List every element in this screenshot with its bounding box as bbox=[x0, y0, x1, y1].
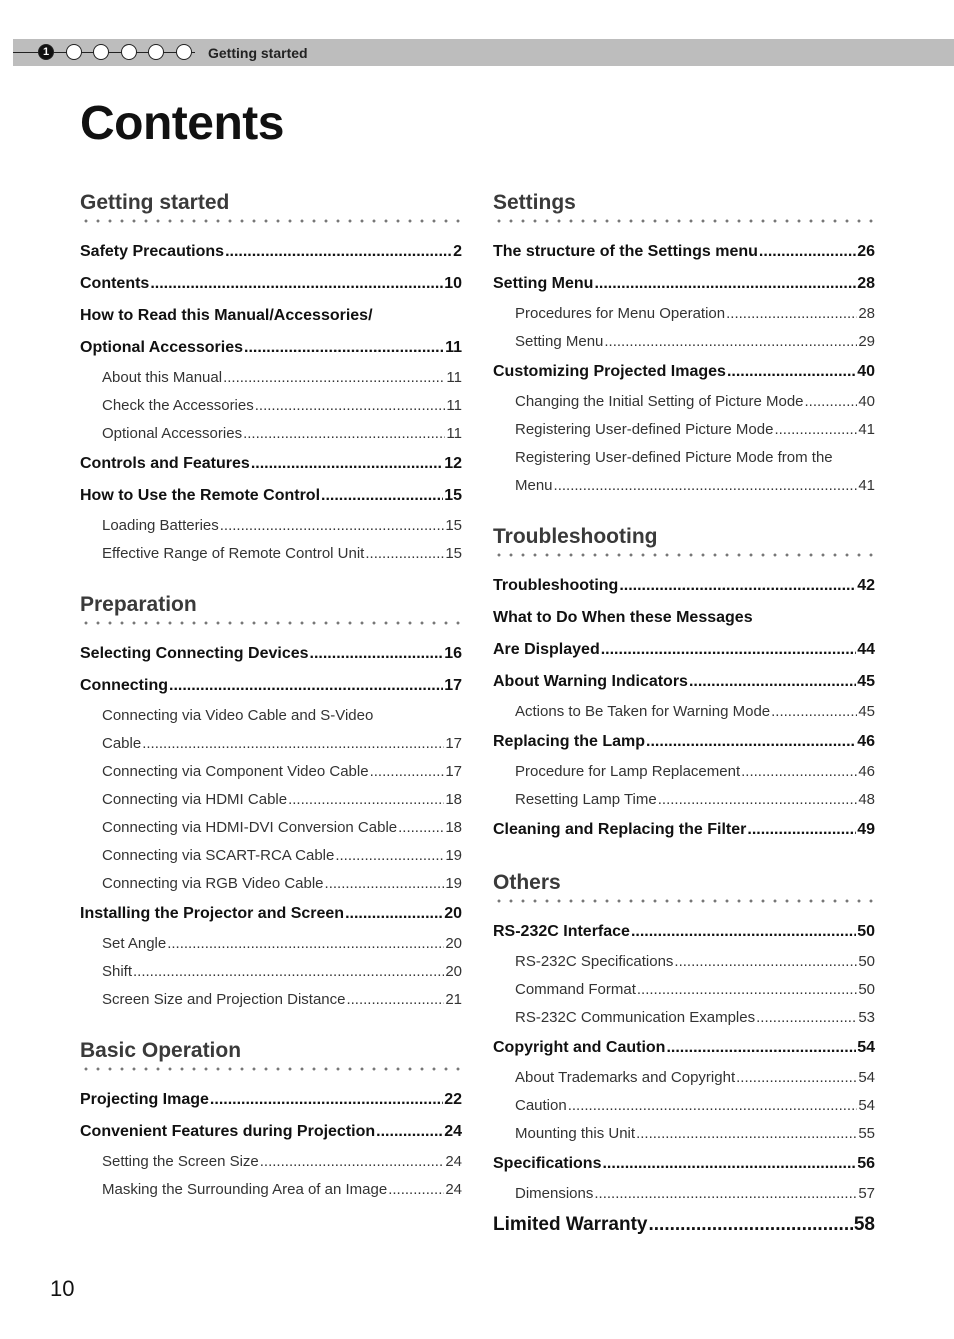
toc-entry[interactable] bbox=[493, 1120, 875, 1148]
toc-entry-title: Convenient Features during Projection bbox=[80, 1123, 376, 1140]
toc-entry[interactable] bbox=[493, 1064, 875, 1092]
toc-entry[interactable] bbox=[80, 986, 462, 1014]
toc-entry[interactable] bbox=[80, 1084, 462, 1116]
dot-leader bbox=[771, 698, 857, 726]
dot-leader bbox=[346, 986, 444, 1014]
toc-entry[interactable] bbox=[493, 268, 875, 300]
dot-leader bbox=[142, 730, 444, 758]
toc-entry-page: 2 bbox=[453, 243, 462, 260]
dot-leader bbox=[747, 814, 856, 846]
dot-leader bbox=[150, 268, 443, 300]
toc-entry-title: RS-232C Communication Examples bbox=[515, 1009, 756, 1026]
toc-entry-page: 18 bbox=[445, 791, 462, 808]
toc-entry[interactable] bbox=[80, 638, 462, 670]
toc-entry[interactable] bbox=[80, 332, 462, 364]
section-gap bbox=[493, 846, 875, 868]
dot-leader bbox=[288, 786, 444, 814]
toc-entry[interactable] bbox=[493, 328, 875, 356]
toc-entry-page: 54 bbox=[858, 1097, 875, 1114]
toc-entry[interactable] bbox=[80, 814, 462, 842]
dotted-divider bbox=[80, 620, 462, 626]
toc-entry[interactable] bbox=[80, 268, 462, 300]
page-title: Contents bbox=[80, 97, 284, 150]
toc-entry-title: Menu bbox=[515, 477, 553, 494]
dot-leader bbox=[244, 332, 444, 364]
chapter-circle bbox=[176, 44, 192, 60]
dotted-divider bbox=[493, 218, 875, 224]
toc-entry[interactable] bbox=[80, 786, 462, 814]
dot-leader bbox=[594, 268, 856, 300]
section-gap bbox=[493, 500, 875, 522]
toc-entry[interactable] bbox=[80, 540, 462, 568]
toc-entry-page: 54 bbox=[858, 1069, 875, 1086]
section-heading: Others bbox=[493, 871, 561, 894]
toc-entry-title: Replacing the Lamp bbox=[493, 733, 646, 750]
header-chapter-title: Getting started bbox=[208, 45, 308, 61]
toc-entry[interactable] bbox=[493, 236, 875, 268]
toc-entry-title: RS-232C Interface bbox=[493, 923, 630, 940]
toc-entry-page: 24 bbox=[445, 1153, 462, 1170]
toc-section-others bbox=[493, 868, 875, 1208]
toc-entry[interactable] bbox=[493, 444, 875, 472]
dot-leader bbox=[223, 364, 445, 392]
toc-entry-title: Command Format bbox=[515, 981, 636, 998]
toc-entry-page: 45 bbox=[857, 673, 875, 690]
toc-entry-page: 20 bbox=[445, 935, 462, 952]
toc-entry-page: 45 bbox=[858, 703, 875, 720]
toc-section-settings bbox=[493, 188, 875, 500]
toc-entry-page: 42 bbox=[857, 577, 875, 594]
toc-entry-title: Changing the Initial Setting of Picture Mode bbox=[515, 393, 804, 410]
dot-leader bbox=[169, 670, 443, 702]
toc-entry[interactable] bbox=[493, 1148, 875, 1180]
dot-leader bbox=[210, 1084, 443, 1116]
dot-leader bbox=[601, 634, 856, 666]
toc-entry-title: Procedure for Lamp Replacement bbox=[515, 763, 741, 780]
toc-entry-title: Caution bbox=[515, 1097, 567, 1114]
toc-entry[interactable] bbox=[493, 356, 875, 388]
toc-entry-title: Procedures for Menu Operation bbox=[515, 305, 726, 322]
section-heading: Troubleshooting bbox=[493, 525, 658, 548]
dot-leader bbox=[594, 1180, 857, 1208]
toc-entry-title: Controls and Features bbox=[80, 455, 250, 472]
toc-entry-title: About this Manual bbox=[102, 369, 223, 386]
toc-entry-title: Optional Accessories bbox=[80, 339, 244, 356]
toc-entry-title: Connecting via HDMI Cable bbox=[102, 791, 288, 808]
dot-leader bbox=[649, 1208, 853, 1242]
toc-entry-title: Copyright and Caution bbox=[493, 1039, 666, 1056]
toc-entry-page: 57 bbox=[858, 1185, 875, 1202]
toc-entry[interactable] bbox=[493, 814, 875, 846]
toc-entry-title: Optional Accessories bbox=[102, 425, 243, 442]
toc-entry-page: 21 bbox=[445, 991, 462, 1008]
dot-leader bbox=[133, 958, 444, 986]
dot-leader bbox=[225, 236, 452, 268]
dot-leader bbox=[666, 1032, 856, 1064]
dot-leader bbox=[631, 916, 856, 948]
toc-entry[interactable] bbox=[80, 236, 462, 268]
toc-entry-title: Contents bbox=[80, 275, 150, 292]
dot-leader bbox=[370, 758, 445, 786]
toc-entry-title: Actions to Be Taken for Warning Mode bbox=[515, 703, 771, 720]
dot-leader bbox=[674, 948, 857, 976]
toc-entry[interactable] bbox=[80, 1148, 462, 1176]
toc-entry[interactable] bbox=[493, 1092, 875, 1120]
dot-leader bbox=[774, 416, 857, 444]
dot-leader bbox=[619, 570, 856, 602]
toc-entry-page: 48 bbox=[858, 791, 875, 808]
toc-entry-page: 54 bbox=[857, 1039, 875, 1056]
toc-entry[interactable] bbox=[493, 416, 875, 444]
toc-entry[interactable] bbox=[493, 570, 875, 602]
dot-leader bbox=[726, 300, 857, 328]
page-number: 10 bbox=[50, 1276, 75, 1301]
toc-entry-title: Connecting via RGB Video Cable bbox=[102, 875, 324, 892]
toc-entry-page: 50 bbox=[858, 953, 875, 970]
section-heading: Basic Operation bbox=[80, 1039, 242, 1062]
dot-leader bbox=[243, 420, 445, 448]
dot-leader bbox=[220, 512, 445, 540]
dot-leader bbox=[568, 1092, 858, 1120]
dot-leader bbox=[756, 1004, 857, 1032]
toc-entry-title: Setting the Screen Size bbox=[102, 1153, 259, 1170]
toc-entry-title: Registering User-defined Picture Mode bbox=[515, 421, 774, 438]
toc-entry[interactable] bbox=[493, 976, 875, 1004]
toc-entry-title: Connecting via Component Video Cable bbox=[102, 763, 369, 780]
toc-entry-title: Installing the Projector and Screen bbox=[80, 905, 345, 922]
toc-entry-page: 41 bbox=[858, 477, 875, 494]
toc-entry-page: 10 bbox=[444, 275, 462, 292]
dot-leader bbox=[636, 1120, 857, 1148]
dot-leader bbox=[637, 976, 857, 1004]
toc-entry-title: Connecting via SCART-RCA Cable bbox=[102, 847, 335, 864]
toc-entry[interactable] bbox=[493, 758, 875, 786]
toc-entry[interactable] bbox=[80, 930, 462, 958]
toc-entry-page: 24 bbox=[445, 1181, 462, 1198]
dot-leader bbox=[365, 540, 444, 568]
section-gap bbox=[80, 568, 462, 590]
toc-entry-page: 15 bbox=[445, 545, 462, 562]
dotted-divider bbox=[80, 218, 462, 224]
toc-entry-title: Screen Size and Projection Distance bbox=[102, 991, 346, 1008]
toc-entry[interactable] bbox=[80, 670, 462, 702]
toc-entry-limited-warranty[interactable] bbox=[493, 1208, 875, 1242]
toc-entry-page: 17 bbox=[445, 763, 462, 780]
toc-entry-title: Loading Batteries bbox=[102, 517, 219, 534]
section-heading: Getting started bbox=[80, 191, 230, 214]
dot-leader bbox=[727, 356, 856, 388]
toc-entry-page: 24 bbox=[444, 1123, 462, 1140]
dot-leader bbox=[388, 1176, 444, 1204]
toc-entry-title: Setting Menu bbox=[493, 275, 594, 292]
toc-entry[interactable] bbox=[80, 898, 462, 930]
toc-entry-page: 22 bbox=[444, 1091, 462, 1108]
toc-entry-title: Connecting via HDMI-DVI Conversion Cable bbox=[102, 819, 398, 836]
dot-leader bbox=[604, 328, 857, 356]
toc-entry-title: How to Read this Manual/Accessories/ bbox=[80, 307, 373, 324]
toc-entry-page: 18 bbox=[445, 819, 462, 836]
toc-entry[interactable] bbox=[80, 420, 462, 448]
toc-entry-title: Setting Menu bbox=[515, 333, 604, 350]
toc-entry-page: 16 bbox=[444, 645, 462, 662]
toc-entry-title: Troubleshooting bbox=[493, 577, 619, 594]
toc-entry-page: 11 bbox=[446, 397, 462, 414]
toc-entry-page: 40 bbox=[857, 363, 875, 380]
toc-entry[interactable] bbox=[493, 916, 875, 948]
dot-leader bbox=[398, 814, 444, 842]
toc-entry-page: 17 bbox=[445, 735, 462, 752]
toc-entry[interactable] bbox=[493, 726, 875, 758]
toc-entry[interactable] bbox=[493, 388, 875, 416]
toc-entry[interactable] bbox=[493, 1032, 875, 1064]
toc-entry-page: 19 bbox=[445, 847, 462, 864]
toc-entry[interactable] bbox=[80, 842, 462, 870]
dot-leader bbox=[345, 898, 443, 930]
toc-section-troubleshooting bbox=[493, 522, 875, 846]
toc-entry-title: About Trademarks and Copyright bbox=[515, 1069, 736, 1086]
toc-entry-page: 29 bbox=[858, 333, 875, 350]
toc-entry-title: Mounting this Unit bbox=[515, 1125, 636, 1142]
toc-entry[interactable] bbox=[80, 1176, 462, 1204]
toc-entry-page: 41 bbox=[858, 421, 875, 438]
dot-leader bbox=[646, 726, 856, 758]
toc-entry-title: Registering User-defined Picture Mode from the bbox=[515, 449, 833, 466]
dot-leader bbox=[335, 842, 444, 870]
toc-section-preparation bbox=[80, 590, 462, 1014]
toc-entry-title: Selecting Connecting Devices bbox=[80, 645, 309, 662]
toc-left-column bbox=[80, 188, 462, 1204]
dot-leader bbox=[759, 236, 856, 268]
toc-entry[interactable] bbox=[80, 758, 462, 786]
toc-entry[interactable] bbox=[493, 698, 875, 726]
toc-entry-page: 28 bbox=[857, 275, 875, 292]
toc-entry-page: 11 bbox=[445, 339, 462, 356]
toc-entry-page: 50 bbox=[857, 923, 875, 940]
toc-entry-title: Masking the Surrounding Area of an Image bbox=[102, 1181, 388, 1198]
toc-entry[interactable] bbox=[80, 702, 462, 730]
toc-section-getting-started bbox=[80, 188, 462, 568]
toc-entry[interactable] bbox=[493, 666, 875, 698]
dot-leader bbox=[321, 480, 443, 512]
dot-leader bbox=[741, 758, 857, 786]
dot-leader bbox=[689, 666, 856, 698]
chapter-circle bbox=[121, 44, 137, 60]
toc-entry-page: 49 bbox=[857, 821, 875, 838]
toc-entry-title: Shift bbox=[102, 963, 133, 980]
dot-leader bbox=[602, 1148, 856, 1180]
toc-entry-page: 56 bbox=[857, 1155, 875, 1172]
toc-entry[interactable] bbox=[80, 300, 462, 332]
toc-entry-page: 15 bbox=[444, 487, 462, 504]
toc-entry-page: 20 bbox=[445, 963, 462, 980]
toc-entry-title: Projecting Image bbox=[80, 1091, 209, 1108]
toc-entry-page: 58 bbox=[853, 1214, 875, 1235]
toc-entry-page: 40 bbox=[858, 393, 875, 410]
toc-entry-page: 26 bbox=[857, 243, 875, 260]
dotted-divider bbox=[80, 1066, 462, 1072]
toc-entry-title: About Warning Indicators bbox=[493, 673, 688, 690]
toc-entry-title: Connecting via Video Cable and S-Video bbox=[102, 707, 374, 724]
toc-entry[interactable] bbox=[80, 480, 462, 512]
dot-leader bbox=[736, 1064, 857, 1092]
toc-entry[interactable] bbox=[80, 448, 462, 480]
section-heading: Settings bbox=[493, 191, 576, 214]
toc-entry-title: Specifications bbox=[493, 1155, 602, 1172]
toc-entry[interactable] bbox=[80, 730, 462, 758]
toc-entry-title: The structure of the Settings menu bbox=[493, 243, 758, 260]
toc-entry-title: Dimensions bbox=[515, 1185, 594, 1202]
toc-section-basic-operation bbox=[80, 1036, 462, 1204]
toc-entry[interactable] bbox=[493, 300, 875, 328]
toc-entry-page: 20 bbox=[444, 905, 462, 922]
toc-entry-title: Safety Precautions bbox=[80, 243, 225, 260]
dot-leader bbox=[554, 472, 858, 500]
toc-right-column bbox=[493, 188, 875, 1242]
toc-entry[interactable] bbox=[80, 1116, 462, 1148]
toc-entry-title: Effective Range of Remote Control Unit bbox=[102, 545, 365, 562]
toc-entry-title: RS-232C Specifications bbox=[515, 953, 674, 970]
toc-entry[interactable] bbox=[493, 634, 875, 666]
toc-entry-title: How to Use the Remote Control bbox=[80, 487, 321, 504]
toc-entry-page: 11 bbox=[446, 369, 462, 386]
chapter-circle bbox=[148, 44, 164, 60]
toc-entry-title: Connecting bbox=[80, 677, 168, 694]
toc-entry-page: 53 bbox=[858, 1009, 875, 1026]
section-gap bbox=[80, 1014, 462, 1036]
dot-leader bbox=[376, 1116, 443, 1148]
toc-entry-page: 55 bbox=[858, 1125, 875, 1142]
dot-leader bbox=[325, 870, 445, 898]
chapter-circle bbox=[66, 44, 82, 60]
toc-entry[interactable] bbox=[80, 392, 462, 420]
toc-entry-title: Customizing Projected Images bbox=[493, 363, 726, 380]
toc-entry-page: 11 bbox=[446, 425, 462, 442]
toc-entry[interactable] bbox=[493, 1004, 875, 1032]
toc-entry[interactable] bbox=[493, 786, 875, 814]
section-heading: Preparation bbox=[80, 593, 197, 616]
toc-entry[interactable] bbox=[493, 948, 875, 976]
toc-entry-title: Resetting Lamp Time bbox=[515, 791, 657, 808]
dot-leader bbox=[255, 392, 446, 420]
dot-leader bbox=[167, 930, 444, 958]
toc-entry-title: Cable bbox=[102, 735, 142, 752]
toc-entry[interactable] bbox=[493, 1180, 875, 1208]
toc-entry-page: 12 bbox=[444, 455, 462, 472]
toc-entry[interactable] bbox=[80, 958, 462, 986]
toc-entry[interactable] bbox=[80, 870, 462, 898]
toc-entry-title: What to Do When these Messages bbox=[493, 609, 753, 626]
dot-leader bbox=[260, 1148, 445, 1176]
chapter-circle-active: 1 bbox=[38, 44, 54, 60]
toc-entry[interactable] bbox=[493, 602, 875, 634]
toc-entry-page: 15 bbox=[445, 517, 462, 534]
toc-entry-title: Are Displayed bbox=[493, 641, 600, 658]
toc-entry-page: 17 bbox=[444, 677, 462, 694]
toc-entry[interactable] bbox=[493, 472, 875, 500]
toc-entry-title: Set Angle bbox=[102, 935, 167, 952]
toc-entry[interactable] bbox=[80, 364, 462, 392]
toc-entry-page: 50 bbox=[858, 981, 875, 998]
toc-entry-page: 19 bbox=[445, 875, 462, 892]
dot-leader bbox=[310, 638, 444, 670]
toc-entry-title: Limited Warranty bbox=[493, 1214, 648, 1235]
dot-leader bbox=[658, 786, 858, 814]
dotted-divider bbox=[493, 552, 875, 558]
dotted-divider bbox=[493, 898, 875, 904]
toc-entry-page: 28 bbox=[858, 305, 875, 322]
dot-leader bbox=[805, 388, 858, 416]
toc-entry-title: Cleaning and Replacing the Filter bbox=[493, 821, 747, 838]
toc-entry-page: 44 bbox=[857, 641, 875, 658]
toc-entry-page: 46 bbox=[858, 763, 875, 780]
toc-entry-page: 46 bbox=[857, 733, 875, 750]
dot-leader bbox=[251, 448, 443, 480]
chapter-circle bbox=[93, 44, 109, 60]
toc-entry-title: Check the Accessories bbox=[102, 397, 254, 414]
toc-entry[interactable] bbox=[80, 512, 462, 540]
